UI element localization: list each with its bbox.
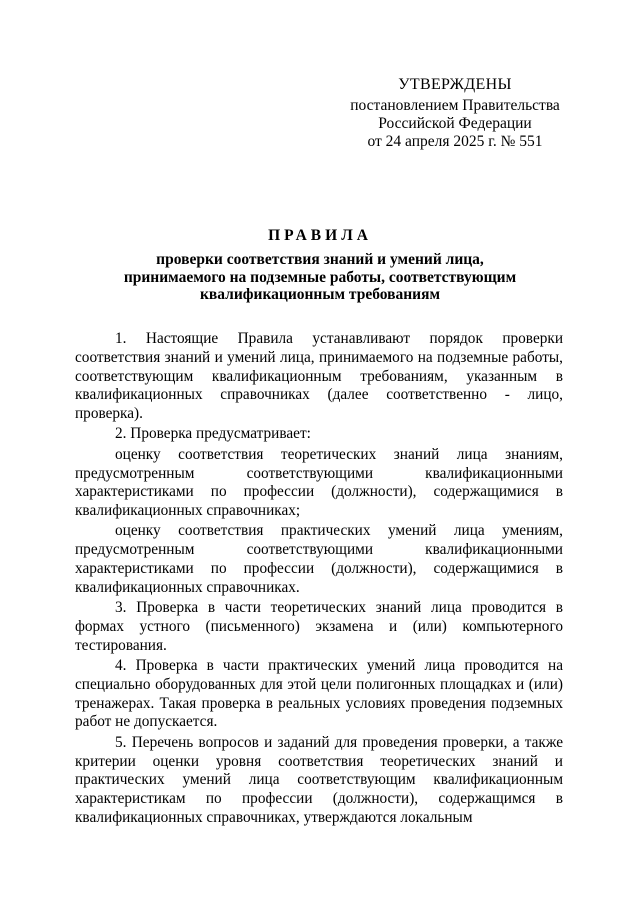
- document-body: [75, 330, 563, 829]
- subtitle-line: принимаемого на подземные работы, соответствующим: [123, 268, 517, 286]
- approval-line: Российской Федерации: [378, 115, 532, 132]
- paragraph-2-item-2: оценку соответствия практических умений лица умениям, предусмотренным соответствующими квалификационными характеристиками по профессии (должности), содержащимися в квалификационных справочниках.: [75, 522, 563, 596]
- approval-line: постановлением Правительства: [350, 97, 560, 114]
- approval-line: от 24 апреля 2025 г. № 551: [367, 133, 543, 150]
- paragraph-2: 2. Проверка предусматривает:: [115, 425, 311, 443]
- subtitle-line: проверки соответствия знаний и умений лица,: [156, 251, 484, 268]
- approval-heading: УТВЕРЖДЕНЫ: [398, 76, 512, 93]
- document-subtitle: [70, 251, 570, 304]
- paragraph-4: 4. Проверка в части практических умений лица проводится на специально оборудованных для этой цели полигонных площадках и (или) тренажерах. Такая проверка в реальных условиях проведения подземных работ не допускается.: [75, 657, 563, 731]
- approval-block: [330, 76, 580, 151]
- subtitle-line: квалификационным требованиям: [199, 286, 441, 303]
- paragraph-1: 1. Настоящие Правила устанавливают порядок проверки соответствия знаний и умений лица, принимаемого на подземные работы, соответствующим квалификационным требованиям, указанным в квалификационных справочниках (далее соответственно - лицо, проверка).: [75, 330, 563, 423]
- paragraph-3: 3. Проверка в части теоретических знаний лица проводится в формах устного (письменного) экзамена и (или) компьютерного тестирования.: [75, 599, 563, 654]
- document-title: ПРАВИЛА: [268, 227, 372, 244]
- paragraph-5: 5. Перечень вопросов и заданий для проведения проверки, а также критерии оценки уровня соответствия теоретических знаний и практических умений лица соответствующим квалификационным характеристикам по профессии (должности), содержащимся в квалификационных справочниках, утверждаются локальным: [75, 733, 563, 826]
- paragraph-2-item-1: оценку соответствия теоретических знаний лица знаниям, предусмотренным соответствующими квалификационными характеристиками по профессии (должности), содержащимися в квалификационных справочниках;: [75, 445, 563, 520]
